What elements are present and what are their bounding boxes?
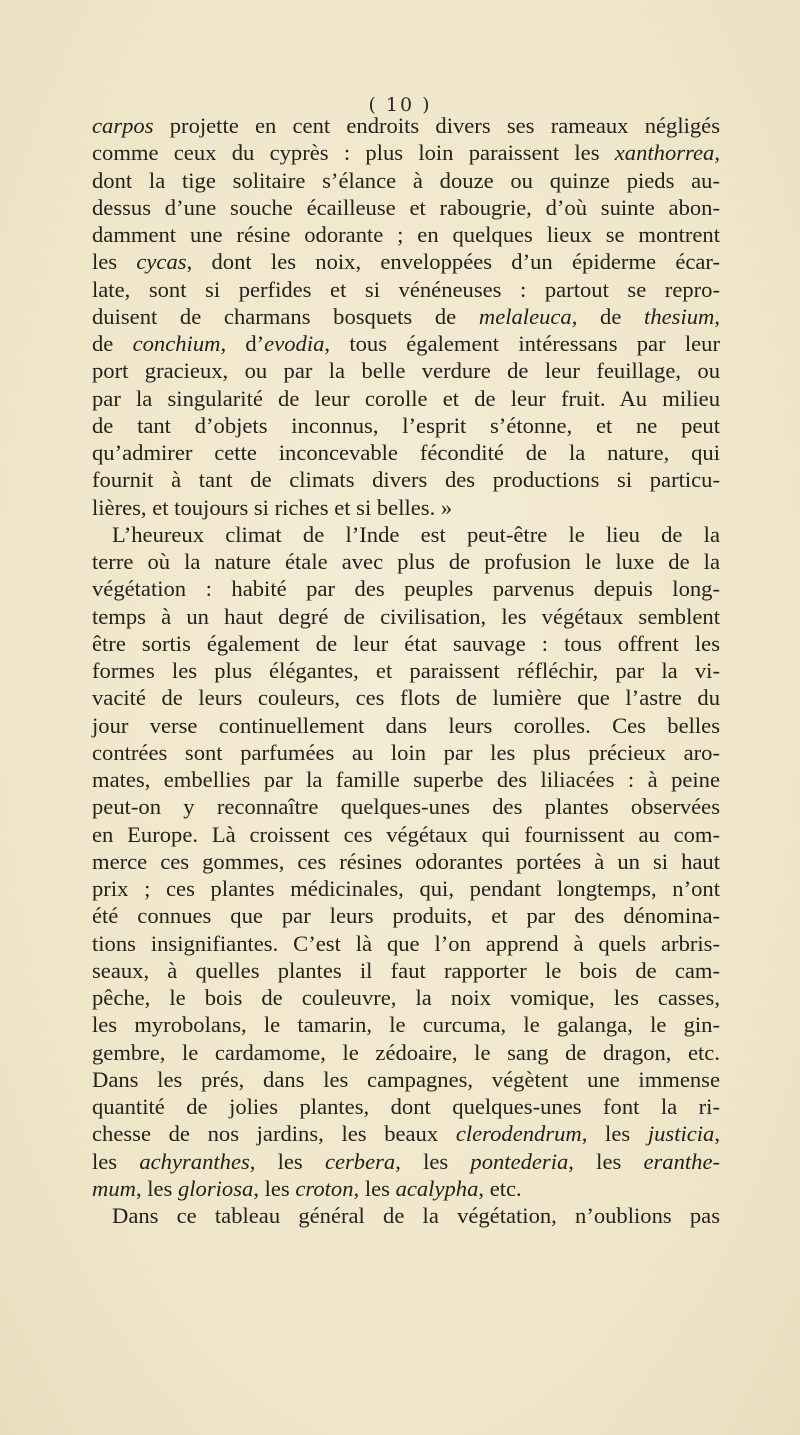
text-line: tions insignifiantes. C’est là que l’on apprend à quels arbris-	[92, 930, 720, 956]
text-line: temps à un haut degré de civilisation, les végétaux semblent	[92, 603, 720, 629]
text-line: végétation : habité par des peuples parvenus depuis long-	[92, 576, 720, 602]
text-line: terre où la nature étale avec plus de profusion le luxe de la	[92, 549, 720, 574]
text-line: port gracieux, ou par la belle verdure de leur feuillage, ou	[92, 358, 720, 384]
text-line: quantité de jolies plantes, dont quelques-unes font la ri-	[92, 1094, 720, 1119]
text-line: dessus d’une souche écailleuse et rabougrie, d’où suinte abon-	[92, 194, 720, 220]
text-line: L’heureux climat de l’Inde est peut-être le lieu de la	[112, 521, 720, 547]
text-line: en Europe. Là croissent ces végétaux qui fournissent au com-	[92, 821, 720, 847]
text-line: été connues que par leurs produits, et par des dénomina-	[92, 903, 720, 929]
text-line: de conchium, d’evodia, tous également intéressans par leur	[92, 331, 720, 356]
text-line: fournit à tant de climats divers des productions si particu-	[92, 467, 720, 493]
body-text	[92, 112, 720, 1229]
text-line: jour verse continuellement dans leurs corolles. Ces belles	[92, 712, 720, 738]
text-line: peut-on y reconnaître quelques-unes des plantes observées	[92, 794, 720, 820]
text-line: pêche, le bois de couleuvre, la noix vomique, les casses,	[92, 985, 720, 1010]
text-line: prix ; ces plantes médicinales, qui, pendant longtemps, n’ont	[92, 876, 720, 901]
text-line: late, sont si perfides et si vénéneuses : partout se repro-	[92, 276, 720, 302]
text-line: Dans ce tableau général de la végétation, n’oublions pas	[112, 1203, 720, 1228]
text-line: mum, les gloriosa, les croton, les acalypha, etc.	[92, 1175, 522, 1201]
text-line: contrées sont parfumées au loin par les plus précieux aro-	[92, 739, 720, 765]
text-line: chesse de nos jardins, les beaux clerodendrum, les justicia,	[92, 1121, 721, 1147]
text-line: formes les plus élégantes, et paraissent réfléchir, par la vi-	[92, 658, 720, 683]
text-line: de tant d’objets inconnus, l’esprit s’étonne, et ne peut	[92, 412, 720, 438]
text-line: être sortis également de leur état sauvage : tous offrent les	[92, 630, 720, 656]
text-line: damment une résine odorante ; en quelques lieux se montrent	[92, 222, 720, 247]
text-line: comme ceux du cyprès : plus loin paraissent les xanthorrea,	[92, 140, 720, 166]
text-line: carpos projette en cent endroits divers ses rameaux négligés	[92, 113, 720, 138]
text-line: merce ces gommes, ces résines odorantes portées à un si haut	[92, 848, 720, 874]
text-line: gembre, le cardamome, le zédoaire, le sang de dragon, etc.	[92, 1039, 720, 1065]
text-line: les myrobolans, le tamarin, le curcuma, le galanga, le gin-	[92, 1012, 720, 1038]
text-line: lières, et toujours si riches et si belles. »	[92, 494, 453, 520]
text-line: mates, embellies par la famille superbe des liliacées : à peine	[92, 767, 720, 792]
text-line: Dans les prés, dans les campagnes, végètent une immense	[92, 1066, 720, 1092]
page-number: ( 10 )	[368, 94, 432, 116]
text-line: les cycas, dont les noix, enveloppées d’un épiderme écar-	[92, 249, 720, 275]
text-line: les achyranthes, les cerbera, les pontederia, les eranthe-	[92, 1148, 721, 1174]
text-line: vacité de leurs couleurs, ces flots de lumière que l’astre du	[92, 685, 720, 711]
text-line: duisent de charmans bosquets de melaleuca, de thesium,	[92, 303, 720, 329]
text-line: qu’admirer cette inconcevable fécondité de la nature, qui	[92, 440, 720, 465]
text-line: dont la tige solitaire s’élance à douze ou quinze pieds au-	[92, 167, 720, 193]
text-line: seaux, à quelles plantes il faut rapporter le bois de cam-	[92, 957, 720, 983]
text-line: par la singularité de leur corolle et de leur fruit. Au milieu	[92, 385, 720, 411]
